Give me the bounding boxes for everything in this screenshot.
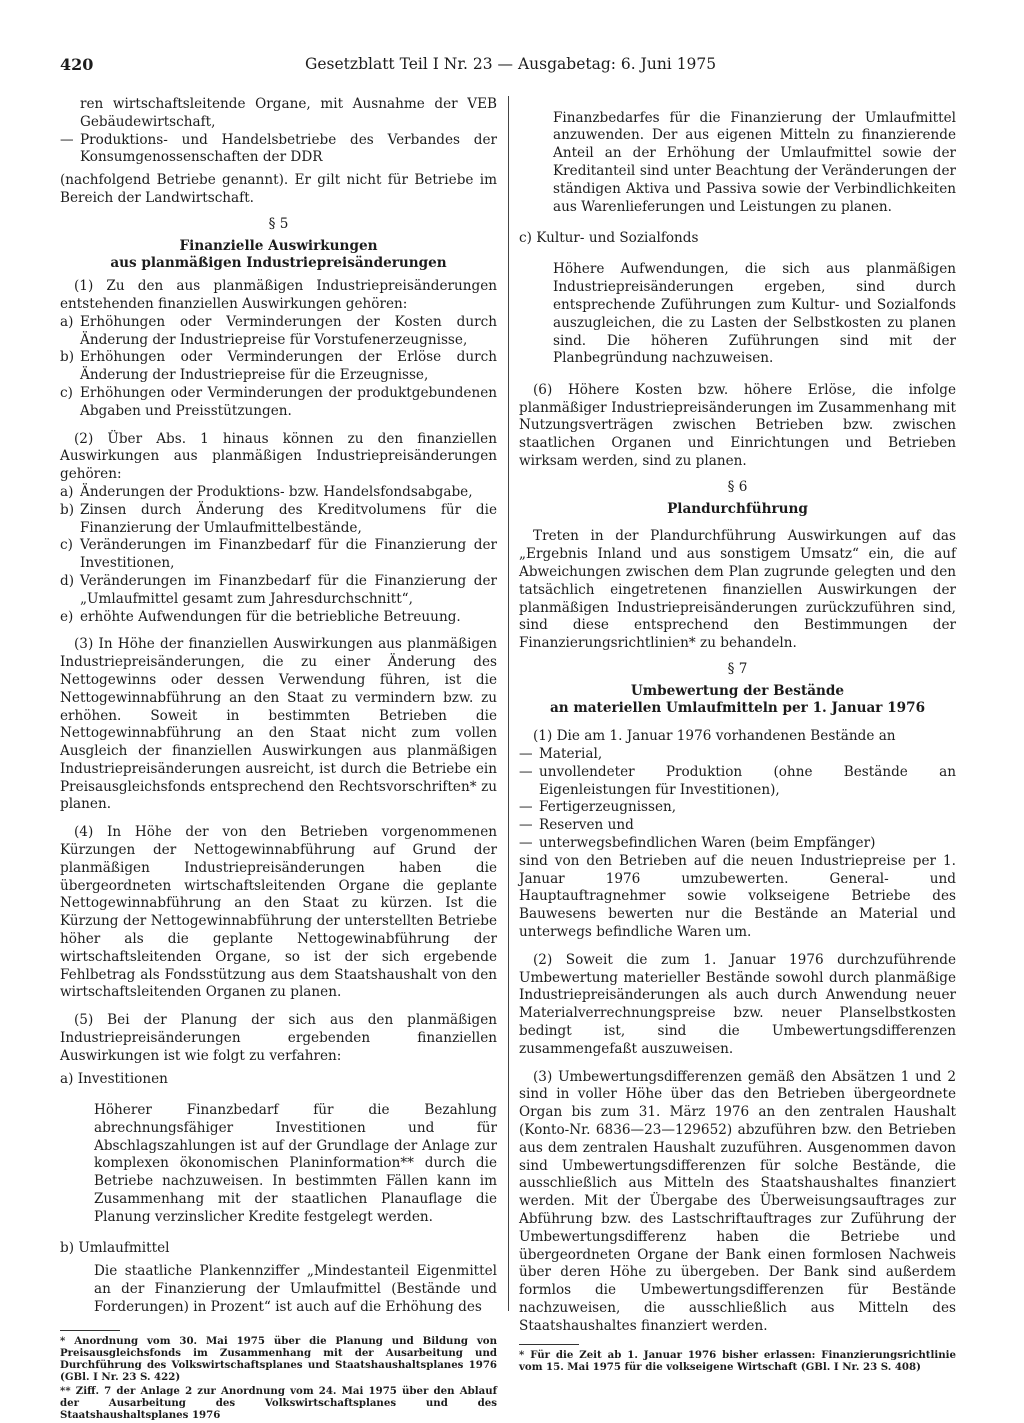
list-marker: c)	[60, 537, 73, 554]
footnote-rule	[60, 1330, 120, 1331]
list-item-text: Änderungen der Produktions- bzw. Handelsfondsabgabe,	[80, 483, 473, 500]
list-item-text: Zinsen durch Änderung des Kreditvolumens für die Finanzierung der Umlaufmittelbestände,	[80, 501, 497, 536]
list-item-text: Veränderungen im Finanzbedarf für die Finanzierung der Investitionen,	[80, 537, 497, 572]
list-item-text: Material,	[539, 746, 603, 763]
list-item	[60, 132, 497, 168]
list-item	[60, 385, 497, 421]
list-marker: e)	[60, 608, 74, 625]
list-item	[519, 835, 956, 853]
right-column	[519, 96, 956, 1375]
list-item	[519, 817, 956, 835]
paragraph: sind von den Betrieben auf die neuen Industriepreise per 1. Januar 1976 umzubewerten. General- und Hauptauftragnehmer sowie volkseigene Betriebe des Bauwesens bewerten nur die Bestände an Material und unterwegs befindliche Waren um.	[519, 852, 956, 941]
footnote: * Für die Zeit ab 1. Januar 1976 bisher erlassen: Finanzierungsrichtlinie vom 15. Mai 1975 für die volkseigene Wirtschaft (GBl. I Nr. 23 S. 408)	[519, 1348, 956, 1373]
section-number: § 5	[268, 215, 289, 232]
subsection-label: c) Kultur- und Sozialfonds	[519, 229, 699, 246]
column-divider	[508, 96, 509, 1311]
dash-marker: —	[519, 835, 533, 852]
list-item-text: Veränderungen im Finanzbedarf für die Finanzierung der „Umlaufmittel gesamt zum Jahresdurchschnitt“,	[80, 572, 497, 607]
paragraph: (nachfolgend Betriebe genannt). Er gilt nicht für Betriebe im Bereich der Landwirtschaft.	[60, 172, 497, 206]
paragraph: (6) Höhere Kosten bzw. höhere Erlöse, die infolge planmäßiger Industriepreisänderungen im Zusammenhang mit Nutzungsverträgen zwischen Betrieben bzw. zwischen staatlichen Organen und Einrichtungen und Betrieben wirksam werden, sind zu planen.	[519, 381, 956, 469]
list-item	[60, 573, 497, 609]
footnote: ** Ziff. 7 der Anlage 2 zur Anordnung vom 24. Mai 1975 über den Ablauf der Ausarbeitung des Volkswirtschaftsplanes und des Staatshaushaltsplanes 1976	[60, 1384, 497, 1421]
list-item-text: unvollendeter Produktion (ohne Bestände an Eigenleistungen für Investitionen),	[539, 763, 956, 798]
subsection-label: a) Investitionen	[60, 1070, 168, 1087]
list-item	[60, 502, 497, 538]
paragraph: (4) In Höhe der von den Betrieben vorgenommenen Kürzungen der Nettogewinnabführung auf Grund der planmäßigen Industriepreisänderungen haben die übergeordneten wirtschaftsleitenden Organe die geplante Nettogewinnabführung an den Staat zu kürzen. Ist die Kürzung der Nettogewinnabführung der unterstellten Betriebe höher als die geplante Nettogewinabführung der wirtschaftsleitenden Organe, so ist der sich ergebende Fehlbetrag als Fondsstützung aus dem Staatshaushalt von den wirtschaftsleitenden Organen zu planen.	[60, 824, 497, 1001]
list-marker: b)	[60, 349, 75, 366]
list-item-text: Erhöhungen oder Verminderungen der Kosten durch Änderung der Industriepreise für Vorstufenerzeugnisse,	[80, 313, 497, 348]
list-item	[519, 764, 956, 800]
paragraph: (3) Umbewertungsdifferenzen gemäß den Absätzen 1 und 2 sind in voller Höhe über das den Betrieben übergeordnete Organ bis zum 31. März 1976 an den zentralen Haushalt (Konto-Nr. 6836—23—129652) abzuführen bzw. den Betrieben aus dem zentralen Haushalt zuzuführen. Ausgenommen davon sind Umbewertungsdifferenzen für solche Bestände, die ausschließlich aus Mitteln des Staatshaushaltes finanziert werden. Mit der Übergabe des Überweisungsauftrages zur Abführung bzw. des Lastschriftauftrages zur Zuführung der Umbewertungsdifferenz haben die Betriebe und übergeordneten Organe der Bank einen formlosen Nachweis über deren Höhe zu übergeben. Der Bank sind außerdem formlos die Umbewertungsdifferenzen für Bestände nachzuweisen, die ausschließlich aus Mitteln des Staatshaushaltes finanziert werden.	[519, 1068, 956, 1334]
paragraph: Höhere Aufwendungen, die sich aus planmäßigen Industriepreisänderungen ergeben, sind durch entsprechende Zuführungen zum Kultur- und Sozialfonds auszugleichen, die zu Lasten der Selbstkosten zu planen sind. Die höheren Zuführungen sind mit der Planbegründung nachzuweisen.	[553, 261, 956, 367]
left-column	[60, 96, 497, 1423]
paragraph: Finanzbedarfes für die Finanzierung der Umlaufmittel anzuwenden. Der aus eigenen Mitteln zu finanzierende Anteil an der Erhöhung der Umlaufmittel sowie der Kreditanteil sind unter Beachtung der Veränderungen der ständigen Aktiva und Passiva sowie der Verbindlichkeiten aus Warenlieferungen und Leistungen zu planen.	[553, 109, 956, 215]
list-marker: c)	[60, 384, 73, 401]
list-item	[60, 609, 497, 627]
list-marker: b)	[60, 501, 75, 518]
subsection-label: b) Umlaufmittel	[60, 1240, 170, 1257]
list-item	[60, 314, 497, 350]
paragraph: Die staatliche Plankennziffer „Mindestanteil Eigenmittel an der Finanzierung der Umlaufmittel (Bestände und Forderungen) in Prozent“ ist auch auf die Erhöhung des	[94, 1263, 497, 1315]
gazette-title: Gesetzblatt Teil I Nr. 23 — Ausgabetag: 6. Juni 1975	[305, 55, 717, 73]
paragraph: (1) Die am 1. Januar 1976 vorhandenen Bestände an	[533, 728, 896, 745]
list-item-text: Produktions- und Handelsbetriebe des Verbandes der Konsumgenossenschaften der DDR	[80, 131, 497, 166]
dash-marker: —	[519, 817, 533, 834]
list-item-text: erhöhte Aufwendungen für die betriebliche Betreuung.	[80, 608, 461, 625]
footnote-rule	[519, 1344, 579, 1345]
paragraph: Höherer Finanzbedarf für die Bezahlung abrechnungsfähiger Investitionen und für Abschlagszahlungen ist auf der Grundlage der Anlage zur komplexen ökonomischen Planinformation** durch die Betriebe nachzuweisen. In bestimmten Fällen kann im Zusammenhang mit der staatlichen Planauflage die Planung verzinslicher Kredite festgelegt werden.	[94, 1102, 497, 1225]
section-number: § 6	[727, 478, 748, 495]
paragraph: (5) Bei der Planung der sich aus den planmäßigen Industriepreisänderungen ergebenden finanziellen Auswirkungen ist wie folgt zu verfahren:	[60, 1012, 497, 1064]
paragraph: (2) Über Abs. 1 hinaus können zu den finanziellen Auswirkungen aus planmäßigen Industriepreisänderungen gehören:	[60, 430, 497, 483]
section-heading: aus planmäßigen Industriepreisänderungen	[110, 255, 447, 272]
list-item	[519, 799, 956, 817]
list-marker: a)	[60, 313, 74, 330]
dash-marker: —	[519, 763, 533, 780]
footnote: * Anordnung vom 30. Mai 1975 über die Planung und Bildung von Preisausgleichsfonds im Zusammenhang mit der Ausarbeitung und Durchführung des Volkswirtschaftsplanes und Staatshaushaltsplanes 1976 (GBl. I Nr. 23 S. 422)	[60, 1334, 497, 1383]
list-marker: a)	[60, 483, 74, 500]
list-item-text: unterwegsbefindlichen Waren (beim Empfänger)	[539, 835, 876, 852]
list-item-text: Erhöhungen oder Verminderungen der Erlöse durch Änderung der Industriepreise für die Erzeugnisse,	[80, 349, 497, 384]
page-header	[60, 55, 960, 81]
paragraph: (3) In Höhe der finanziellen Auswirkungen aus planmäßigen Industriepreisänderungen, die zu einer Änderung des Nettogewinns oder dessen Verwendung führen, ist die Nettogewinnabführung an den Staat zu vermindern bzw. zu erhöhen. Soweit in bestimmten Betrieben die Nettogewinnabführung an den Staat nicht zum vollen Ausgleich der finanziellen Auswirkungen aus planmäßigen Industriepreisänderungen ausreicht, ist durch die Betriebe ein Preisausgleichsfonds entsprechend den Rechtsvorschriften* zu planen.	[60, 636, 497, 813]
section-heading: an materiellen Umlaufmitteln per 1. Januar 1976	[549, 700, 926, 717]
paragraph: (2) Soweit die zum 1. Januar 1976 durchzuführende Umbewertung materieller Bestände sowohl durch planmäßige Industriepreisänderungen als auch durch Anwendung neuer Materialverrechnungspreise bzw. neuer Planselbstkosten bedingt ist, sind die Umbewertungsdifferenzen zusammengefaßt auszuweisen.	[519, 951, 956, 1057]
dash-marker: —	[60, 131, 74, 148]
list-item-text: Erhöhungen oder Verminderungen der produktgebundenen Abgaben und Preisstützungen.	[80, 384, 497, 419]
section-heading: Plandurchführung	[667, 500, 808, 517]
paragraph: ren wirtschaftsleitende Organe, mit Ausnahme der VEB Gebäudewirtschaft,	[80, 96, 497, 130]
list-marker: d)	[60, 572, 75, 589]
section-number: § 7	[727, 660, 748, 677]
list-item-text: Reserven und	[539, 817, 634, 834]
section-heading: Finanzielle Auswirkungen	[179, 237, 378, 254]
list-item-text: Fertigerzeugnissen,	[539, 799, 677, 816]
paragraph: (1) Zu den aus planmäßigen Industriepreisänderungen entstehenden finanziellen Auswirkungen gehören:	[60, 278, 497, 312]
section-heading: Umbewertung der Bestände	[630, 682, 845, 699]
enumerated-list	[60, 484, 497, 626]
list-item	[60, 349, 497, 385]
page-number: 420	[60, 55, 94, 74]
list-item	[519, 746, 956, 764]
dash-marker: —	[519, 799, 533, 816]
dash-list	[519, 746, 956, 853]
enumerated-list	[60, 314, 497, 421]
paragraph: Treten in der Plandurchführung Auswirkungen auf das „Ergebnis Inland und aus sonstigem Umsatz“ ein, die auf Abweichungen zwischen dem Plan zugrunde gelegten und den tatsächlich eingetretenen finanziellen Auswirkungen der planmäßigen Industriepreisänderungen zurückzuführen sind, sind diese entsprechend den Bestimmungen der Finanzierungsrichtlinien* zu behandeln.	[519, 528, 956, 652]
list-item	[60, 484, 497, 502]
dash-marker: —	[519, 746, 533, 763]
list-item	[60, 537, 497, 573]
